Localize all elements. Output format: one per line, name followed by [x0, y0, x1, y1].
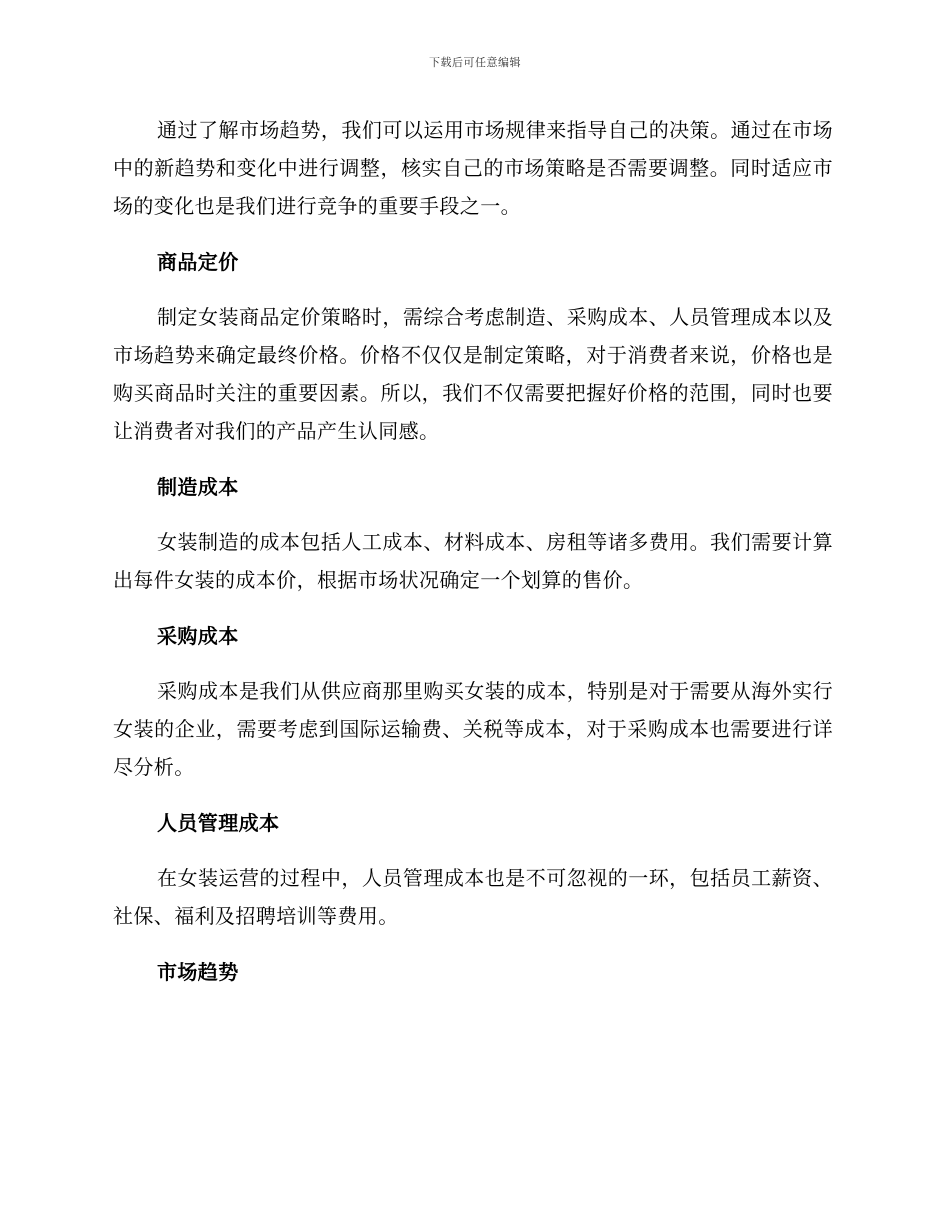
section-heading-personnel-cost: 人员管理成本 [157, 811, 280, 835]
intro-paragraph: 通过了解市场趋势，我们可以运用市场规律来指导自己的决策。通过在市场中的新趋势和变化中进行调整，核实自己的市场策略是否需要调整。同时适应市场的变化也是我们进行竞争的重要手段之一。 [113, 118, 833, 218]
document-body [113, 111, 833, 1008]
pricing-paragraph: 制定女装商品定价策略时，需综合考虑制造、采购成本、人员管理成本以及市场趋势来确定最终价格。价格不仅仅是制定策略，对于消费者来说，价格也是购买商品时关注的重要因素。所以，我们不仅需要把握好价格的范围，同时也要让消费者对我们的产品产生认同感。 [113, 305, 833, 443]
procurement-cost-paragraph: 采购成本是我们从供应商那里购买女装的成本，特别是对于需要从海外实行女装的企业，需要考虑到国际运输费、关税等成本，对于采购成本也需要进行详尽分析。 [113, 679, 833, 779]
manufacturing-cost-paragraph: 女装制造的成本包括人工成本、材料成本、房租等诸多费用。我们需要计算出每件女装的成本价，根据市场状况确定一个划算的售价。 [113, 530, 833, 592]
section-heading-manufacturing-cost: 制造成本 [157, 475, 239, 499]
section-heading-pricing: 商品定价 [157, 250, 239, 274]
header-note: 下载后可任意编辑 [429, 56, 521, 69]
section-heading-market-trend: 市场趋势 [157, 960, 239, 984]
personnel-cost-paragraph: 在女装运营的过程中，人员管理成本也是不可忽视的一环，包括员工薪资、社保、福利及招聘培训等费用。 [113, 866, 833, 928]
section-heading-procurement-cost: 采购成本 [157, 624, 239, 648]
